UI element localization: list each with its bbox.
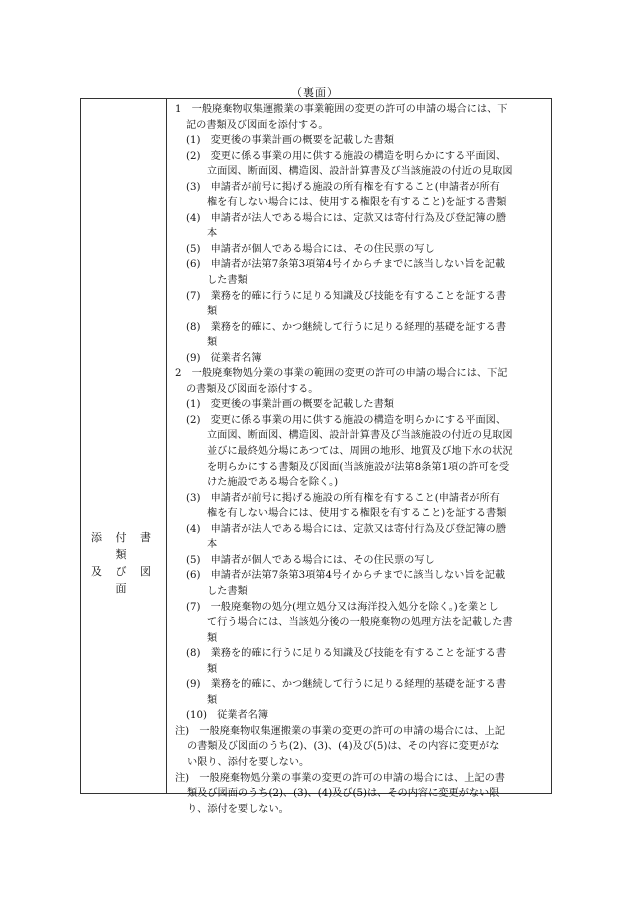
text-line: 類及び図面のうち(2)、(3)、(4)及び(5)は、その内容に変更がない限 — [187, 788, 500, 800]
text-line: (4) 申請者が法人である場合には、定款又は寄付行為及び登記簿の謄 — [186, 212, 507, 224]
text-line: (1) 変更後の事業計画の概要を記載した書類 — [186, 135, 394, 147]
text-line: の書類及び図面を添付する。 — [186, 383, 319, 395]
text-line: (8) 業務を的確に、かつ継続して行うに足りる経理的基礎を証する書 — [186, 321, 507, 333]
text-line: (7) 業務を的確に行うに足りる知識及び技能を有することを証する書 — [186, 290, 507, 302]
text-line: (5) 申請者が個人である場合には、その住民票の写し — [186, 554, 435, 566]
text-line: (8) 業務を的確に行うに足りる知識及び技能を有することを証する書 — [186, 648, 507, 660]
text-line: (3) 申請者が前号に掲げる施設の所有権を有すること(申請者が所有 — [186, 492, 500, 504]
label-text — [81, 529, 166, 597]
text-line: (5) 申請者が個人である場合には、その住民票の写し — [186, 243, 435, 255]
text-line: 並びに最終処分場にあつては、周囲の地形、地質及び地下水の状況 — [207, 446, 513, 458]
text-line: (9) 業務を的確に、かつ継続して行うに足りる経理的基礎を証する書 — [186, 679, 507, 691]
attachment-table — [80, 98, 552, 815]
text-line: した書類 — [207, 275, 248, 287]
text-line: 類 — [207, 663, 218, 675]
content-cell — [167, 99, 551, 815]
label-line-2: 及 び 図 面 — [91, 565, 156, 595]
label-cell — [81, 99, 167, 793]
text-line: 本 — [207, 228, 218, 240]
label-line-1: 添 付 書 類 — [91, 531, 156, 561]
text-line: て行う場合には、当該処分後の一般廃棄物の処理方法を記載した書 — [207, 617, 513, 629]
text-line: (4) 申請者が法人である場合には、定款又は寄付行為及び登記簿の謄 — [186, 523, 507, 535]
page-title: （裏面） — [291, 86, 339, 99]
text-line: した書類 — [207, 585, 248, 597]
text-line: を明らかにする書類及び図面(当該施設が法第8条第1項の許可を受 — [207, 461, 510, 473]
text-line: 権を有しない場合には、使用する権限を有すること)を証する書類 — [207, 508, 507, 520]
text-line: (7) 一般廃棄物の処分(埋立処分又は海洋投入処分を除く。)を業とし — [186, 601, 499, 613]
text-line: 注) 一般廃棄物収集運搬業の事業の変更の許可の申請の場合には、上記 — [175, 725, 505, 737]
text-line: (2) 変更に係る事業の用に供する施設の構造を明らかにする平面図、 — [186, 150, 507, 162]
text-line: 立面図、断面図、構造図、設計計算書及び当該施設の付近の見取図 — [207, 430, 513, 442]
text-line: (2) 変更に係る事業の用に供する施設の構造を明らかにする平面図、 — [186, 414, 507, 426]
text-line: 注) 一般廃棄物処分業の事業の変更の許可の申請の場合には、上記の書 — [175, 772, 505, 784]
text-line: り、添付を要しない。 — [187, 803, 289, 815]
text-line: (6) 申請者が法第7条第3項第4号イからチまでに該当しない旨を記載 — [186, 259, 506, 271]
text-line: 立面図、断面図、構造図、設計計算書及び当該施設の付近の見取図 — [207, 166, 513, 178]
text-line: 2 一般廃棄物処分業の事業の範囲の変更の許可の申請の場合には、下記 — [175, 368, 508, 380]
text-line: (9) 従業者名簿 — [186, 352, 262, 364]
text-line: けた施設である場合を除く。) — [207, 477, 339, 489]
text-line: 本 — [207, 539, 218, 551]
text-line: (1) 変更後の事業計画の概要を記載した書類 — [186, 399, 394, 411]
text-line: 類 — [207, 337, 218, 349]
text-line: 類 — [207, 306, 218, 318]
text-line: 類 — [207, 632, 218, 644]
text-line: の書類及び図面のうち(2)、(3)、(4)及び(5)は、その内容に変更がな — [187, 741, 500, 753]
text-line: (3) 申請者が前号に掲げる施設の所有権を有すること(申請者が所有 — [186, 181, 500, 193]
text-line: い限り、添付を要しない。 — [187, 756, 310, 768]
text-line: (10) 従業者名簿 — [186, 710, 269, 722]
text-line: 記の書類及び図面を添付する。 — [186, 119, 329, 131]
text-line: 1 一般廃棄物収集運搬業の事業範囲の変更の許可の申請の場合には、下 — [175, 104, 508, 115]
text-line: 権を有しない場合には、使用する権限を有すること)を証する書類 — [207, 197, 507, 209]
text-line: (6) 申請者が法第7条第3項第4号イからチまでに該当しない旨を記載 — [186, 570, 506, 582]
text-line: 類 — [207, 694, 218, 706]
